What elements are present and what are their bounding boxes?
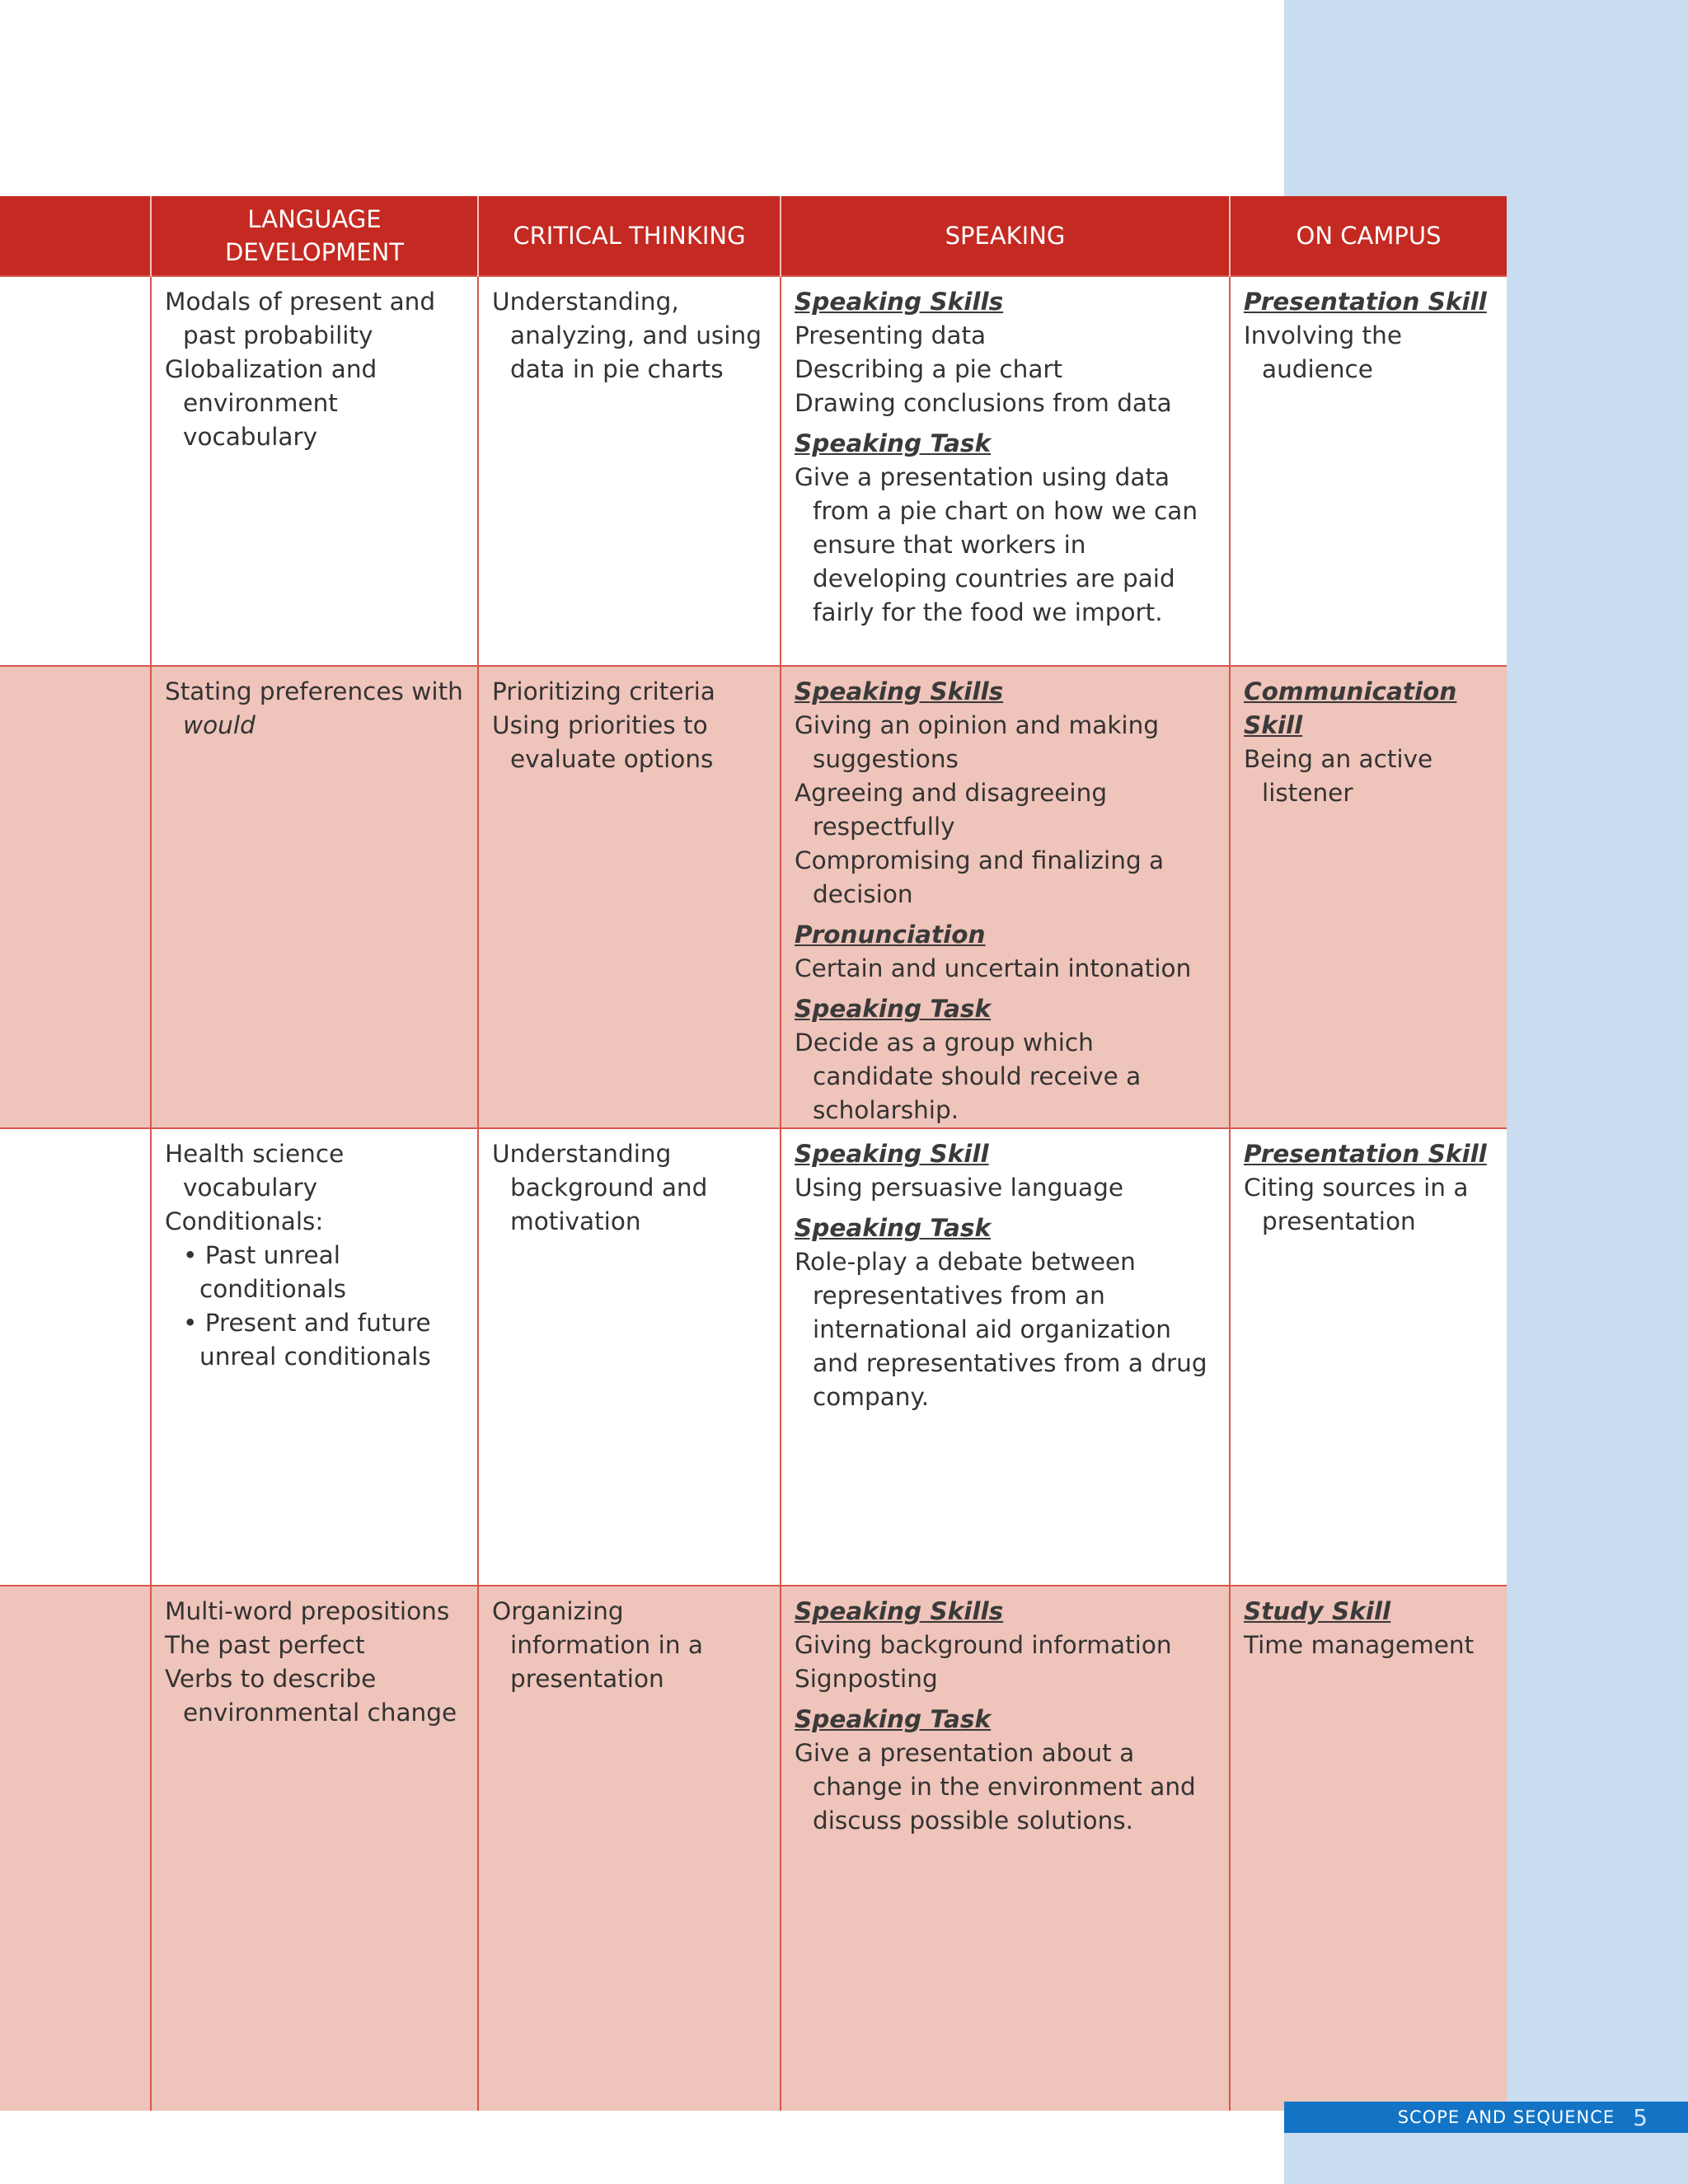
bullet-item: • Present and future unreal conditionals [183, 1309, 431, 1371]
table-row [0, 276, 1507, 666]
subheading: Speaking Skills [795, 677, 1004, 705]
language-cell [151, 666, 478, 1128]
unit-cell [0, 276, 151, 666]
list-item: Agreeing and disagreeing respectfully [795, 779, 1108, 841]
speaking-cell [781, 1128, 1230, 1586]
table-row [0, 1128, 1507, 1586]
list-item: Organizing information in a presentation [492, 1597, 703, 1693]
list-item: Give a presentation using data from a pie chart on how we can ensure that workers in developing countries are paid fairly for the food we import. [795, 463, 1198, 626]
list-item: Using priorities to evaluate options [492, 711, 714, 773]
page-footer [1284, 2102, 1688, 2133]
critical-thinking-cell [478, 1128, 781, 1586]
list-item: Understanding background and motivation [492, 1140, 708, 1235]
header-unit [0, 196, 151, 276]
list-item: Understanding, analyzing, and using data in pie charts [492, 288, 762, 383]
list-item: Drawing conclusions from data [795, 389, 1172, 417]
subheading: Presentation Skill [1244, 288, 1487, 316]
on-campus-cell [1230, 276, 1507, 666]
subheading: Speaking Skills [795, 288, 1004, 316]
unit-cell [0, 666, 151, 1128]
list-item: Conditionals: [165, 1207, 324, 1235]
speaking-cell [781, 666, 1230, 1128]
table-row [0, 666, 1507, 1128]
list-item: Verbs to describe environmental change [165, 1665, 457, 1727]
list-item: Decide as a group which candidate should receive a scholarship. [795, 1029, 1142, 1124]
header-speaking: SPEAKING [781, 196, 1230, 276]
header-language-development: LANGUAGE DEVELOPMENT [151, 196, 478, 276]
subheading: Pronunciation [795, 921, 986, 949]
header-critical-thinking: CRITICAL THINKING [478, 196, 781, 276]
on-campus-cell [1230, 666, 1507, 1128]
subheading: Presentation Skill [1244, 1140, 1487, 1168]
list-item: Health science vocabulary [165, 1140, 345, 1202]
bullet-item: • Past unreal conditionals [183, 1241, 347, 1303]
critical-thinking-cell [478, 276, 781, 666]
subheading: Speaking Task [795, 1214, 992, 1242]
list-item: Compromising and finalizing a decision [795, 846, 1165, 908]
page-number: 5 [1633, 2103, 1648, 2131]
on-campus-cell [1230, 1586, 1507, 2111]
scope-and-sequence-table [0, 196, 1507, 2111]
subheading: Communication Skill [1244, 677, 1457, 739]
language-cell [151, 1586, 478, 2111]
italic-term: would [183, 711, 256, 739]
language-cell [151, 1128, 478, 1586]
list-item: Give a presentation about a change in the environment and discuss possible solutions. [795, 1739, 1196, 1835]
list-item: Signposting [795, 1665, 938, 1693]
list-item: Citing sources in a presentation [1244, 1174, 1469, 1235]
list-item: Involving the audience [1244, 321, 1402, 383]
header-on-campus: ON CAMPUS [1230, 196, 1507, 276]
list-item: The past perfect [165, 1631, 365, 1659]
speaking-cell [781, 276, 1230, 666]
list-item: Multi-word prepositions [165, 1597, 450, 1625]
subheading: Speaking Skill [795, 1140, 989, 1168]
speaking-cell [781, 1586, 1230, 2111]
subheading: Speaking Task [795, 1705, 992, 1733]
critical-thinking-cell [478, 666, 781, 1128]
list-item: Giving an opinion and making suggestions [795, 711, 1160, 773]
subheading: Speaking Task [795, 429, 992, 457]
list-item: Role-play a debate between representatives from an international aid organization and representatives from a drug company. [795, 1248, 1207, 1411]
list-item: Prioritizing criteria [492, 677, 715, 705]
list-item: Globalization and environment vocabulary [165, 355, 377, 451]
list-item: Modals of present and past probability [165, 288, 436, 349]
list-item: Presenting data [795, 321, 987, 349]
subheading: Speaking Skills [795, 1597, 1004, 1625]
subheading: Study Skill [1244, 1597, 1391, 1625]
list-item: Time management [1244, 1631, 1475, 1659]
unit-cell [0, 1586, 151, 2111]
list-item: Being an active listener [1244, 745, 1433, 807]
list-item: Giving background information [795, 1631, 1172, 1659]
critical-thinking-cell [478, 1586, 781, 2111]
on-campus-cell [1230, 1128, 1507, 1586]
subheading: Speaking Task [795, 995, 992, 1023]
list-item: Certain and uncertain intonation [795, 954, 1192, 982]
header-row [0, 196, 1507, 276]
list-item: Using persuasive language [795, 1174, 1123, 1202]
unit-cell [0, 1128, 151, 1586]
language-cell [151, 276, 478, 666]
footer-section-label: SCOPE AND SEQUENCE [1397, 2107, 1615, 2127]
list-item: Stating preferences with would [165, 677, 463, 739]
list-item: Describing a pie chart [795, 355, 1063, 383]
table-row [0, 1586, 1507, 2111]
